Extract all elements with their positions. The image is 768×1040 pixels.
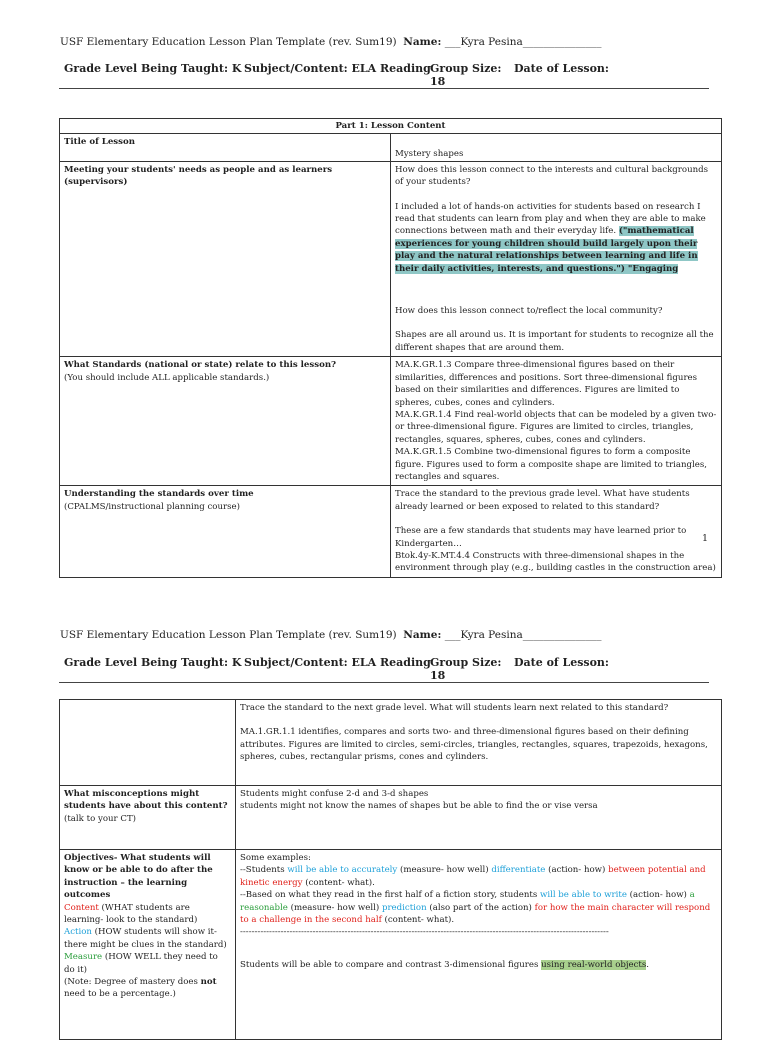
part-1-heading: Part 1: Lesson Content <box>60 119 722 134</box>
understanding-content <box>391 486 722 577</box>
ex2-content: for how the main character will respond to a challenge in the second half <box>240 902 711 926</box>
measure-desc: (HOW WELL they need to do it) <box>64 952 218 975</box>
needs-answer-2: Shapes are all around us. It is important for students to recognize all the different shapes that are around them. <box>395 330 714 353</box>
content-desc: (WHAT students are learning- look to the standard) <box>64 902 198 926</box>
ex1-e: (action- how) <box>545 865 609 876</box>
next-grade-content <box>236 700 722 786</box>
ex2-action: will be able to write <box>539 890 627 901</box>
group-size-value-2: 18 <box>430 669 446 682</box>
lesson-title: Mystery shapes <box>395 149 464 160</box>
lesson-meta-2 <box>64 656 724 688</box>
name-label: Name: <box>403 36 442 48</box>
example-1 <box>240 864 717 889</box>
standard-3: MA.K.GR.1.5 Combine two-dimensional figures to form a composite figure. Figures used to form a composite shape are limited to triangles, rectangles and squares. <box>395 447 707 482</box>
name-label-2: Name: <box>403 629 442 641</box>
mastery-note <box>64 977 217 999</box>
example-2 <box>240 889 717 926</box>
understanding-note: (CPALMS/instructional planning course) <box>64 501 240 512</box>
template-title-2: USF Elementary Education Lesson Plan Template (rev. Sum19) <box>60 629 397 641</box>
grade-level: Grade Level Being Taught: K <box>64 62 242 75</box>
page-header-2 <box>60 629 602 641</box>
standards-label: What Standards (national or state) relate to this lesson? <box>64 360 337 371</box>
name-value: ___Kyra Pesina_______________ <box>444 36 602 48</box>
needs-answer-1-text: I included a lot of hands-on activities for students based on research I read that students can learn from play and when they are able to make connections between math and their everyday life. <box>395 201 706 237</box>
next-grade-answer: MA.1.GR.1.1 identifies, compares and sorts two- and three-dimensional figures based on their defining attributes. Figures are limited to circles, semi-circles, triangles, rectangles, squares, trapezoids, hexagons, spheres, cubes, rectangular prisms, cones and cylinders. <box>240 727 708 763</box>
page-2 <box>0 596 768 1024</box>
misconceptions-content <box>236 786 722 850</box>
action-keyword: Action <box>64 927 92 938</box>
ex2-prediction: prediction <box>381 902 427 913</box>
needs-question-2: How does this lesson connect to/reflect the local community? <box>395 306 663 317</box>
lesson-content-table-2 <box>59 699 722 1040</box>
standards-note: (You should include ALL applicable standards.) <box>64 372 270 383</box>
title-of-lesson-value <box>391 134 722 161</box>
objectives-label-cell <box>60 850 236 1040</box>
understanding-question: Trace the standard to the previous grade level. What have students already learned or been exposed to related to this standard? <box>395 489 690 512</box>
empty-label-cell <box>60 700 236 786</box>
template-title: USF Elementary Education Lesson Plan Template (rev. Sum19) <box>60 36 397 48</box>
ex2-measure: a reasonable <box>240 890 695 913</box>
next-grade-question: Trace the standard to the next grade level. What will students learn next related to this standard? <box>240 703 669 713</box>
title-of-lesson-label: Title of Lesson <box>60 134 391 161</box>
examples-title: Some examples: <box>240 853 311 863</box>
objectives-content <box>236 850 722 1040</box>
mastery-note-a: (Note: Degree of mastery does <box>64 977 201 988</box>
content-keyword: Content <box>64 902 99 913</box>
mastery-note-not: not <box>200 977 217 988</box>
action-desc: (HOW students will show it- there might be clues in the standard) <box>64 927 227 950</box>
objectives-measure-line <box>64 952 218 974</box>
standard-1: MA.K.GR.1.3 Compare three-dimensional figures based on their similarities, differences and positions. Sort three-dimensional figures based on their similarities and differences. Figures are limited to spheres, cubes, cones and cylinders. <box>395 360 698 408</box>
standard-2: MA.K.GR.1.4 Find real-world objects that can be modeled by a given two- or three-dimensional figure. Figures are limited to circles, triangles, rectangles, squares, spheres, cubes, cones and cylinders. <box>395 409 717 445</box>
misconceptions-note: (talk to your CT) <box>64 813 137 824</box>
objective-answer-highlight: using real-world objects <box>541 959 647 970</box>
needs-answer-1 <box>395 201 717 275</box>
header-rule-2 <box>59 682 709 683</box>
ex2-c: (action- how) <box>626 890 690 901</box>
grade-level-2: Grade Level Being Taught: K <box>64 656 242 669</box>
needs-question-1: How does this lesson connect to the interests and cultural backgrounds of your students? <box>395 164 709 188</box>
understanding-label-cell <box>60 486 391 577</box>
objectives-content-line <box>64 903 197 925</box>
subject-content-2: Subject/Content: ELA Reading <box>244 656 431 669</box>
misconception-1: Students might confuse 2-d and 3-d shapes <box>240 789 429 799</box>
page-number: 1 <box>702 533 709 544</box>
date-of-lesson-label: Date of Lesson: <box>514 62 609 75</box>
misconceptions-label-cell <box>60 786 236 850</box>
lesson-content-table <box>59 118 722 578</box>
ex2-i: (content- what). <box>381 915 455 926</box>
objective-answer-text: Students will be able to compare and contrast 3-dimensional figures <box>240 959 542 970</box>
misconceptions-label: What misconceptions might students have about this content? <box>64 789 228 812</box>
ex1-action: differentiate <box>491 865 546 876</box>
students-needs-label: Meeting your students' needs as people and as learners (supervisors) <box>60 161 391 356</box>
objectives-action-line <box>64 927 227 949</box>
ex2-g: (also part of the action) <box>426 902 535 913</box>
ex1-a: --Students <box>240 865 288 876</box>
group-size-label-2: Group Size: <box>430 656 502 669</box>
name-value-2: ___Kyra Pesina_______________ <box>444 629 602 641</box>
header-rule <box>59 88 709 89</box>
ex1-content: between potential and kinetic energy <box>240 865 706 888</box>
ex1-measure: will be able to accurately <box>287 865 398 876</box>
misconception-2: students might not know the names of shapes but be able to find the or vise versa <box>240 801 598 812</box>
group-size-label: Group Size: <box>430 62 502 75</box>
understanding-answer-1: These are a few standards that students may have learned prior to Kindergarten… <box>395 526 687 549</box>
objective-answer-end: . <box>646 959 650 970</box>
understanding-label: Understanding the standards over time <box>64 489 254 500</box>
standards-label-cell <box>60 357 391 486</box>
group-size-value: 18 <box>430 75 446 88</box>
objectives-label: Objectives- What students will know or be able to do after the instruction – the learning outcomes <box>64 853 213 901</box>
measure-keyword: Measure <box>64 952 103 963</box>
subject-content: Subject/Content: ELA Reading <box>244 62 431 75</box>
divider-line: ------------------------------------------------------------------------------------------------------------------------------- <box>240 927 609 938</box>
objective-answer <box>240 959 717 971</box>
understanding-answer-2: Btok.4y-K.MT.4.4 Constructs with three-dimensional shapes in the environment through play (e.g., building castles in the construction area) <box>395 550 716 574</box>
ex1-g: (content- what). <box>302 877 375 888</box>
students-needs-content <box>391 161 722 356</box>
ex1-c: (measure- how well) <box>397 865 492 876</box>
lesson-meta <box>64 62 724 94</box>
page-header <box>60 36 602 48</box>
ex2-e: (measure- how well) <box>287 902 382 913</box>
date-of-lesson-label-2: Date of Lesson: <box>514 656 609 669</box>
ex2-a: --Based on what they read in the first half of a fiction story, students <box>240 890 540 901</box>
standards-content <box>391 357 722 486</box>
highlighted-quote: ("mathematical experiences for young children should build largely upon their play and the natural relationships between learning and life in their daily activities, interests, and questions.") "Engaging <box>395 226 698 274</box>
mastery-note-b: need to be a percentage.) <box>64 989 176 1000</box>
